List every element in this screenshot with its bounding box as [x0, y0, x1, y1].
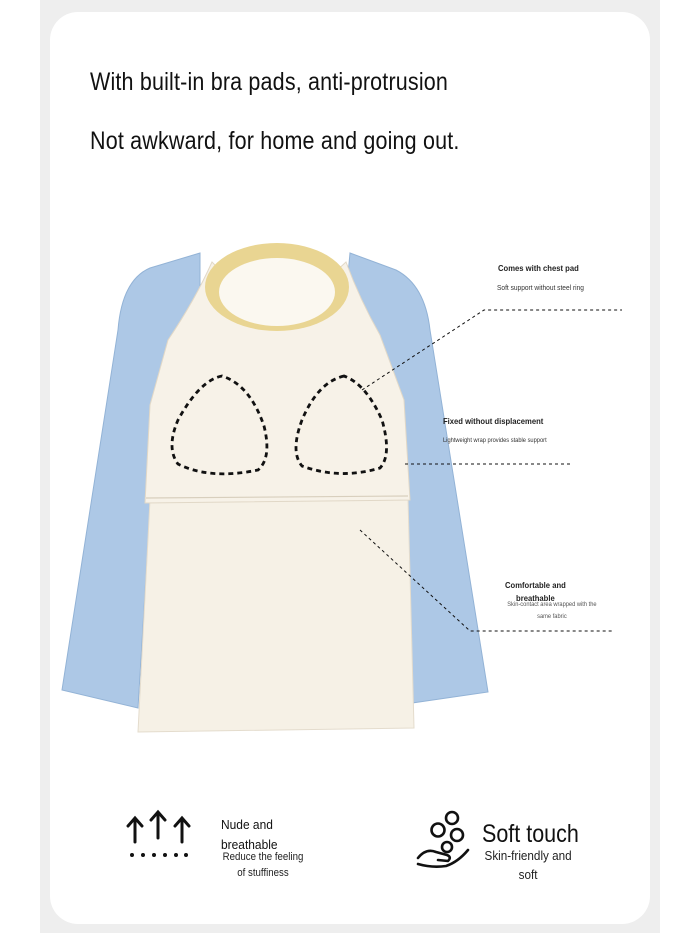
- hand-holding-bubbles-icon: [414, 808, 472, 870]
- feature-breathable-subtitle: Reduce the feeling of stuffiness: [222, 851, 304, 879]
- callout-comfort-title: Comfortable and breathable: [505, 580, 566, 603]
- callout-fixed-subtitle: Lightweight wrap provides stable support: [443, 437, 547, 444]
- callout-chest-pad-subtitle: Soft support without steel ring: [497, 283, 584, 292]
- headline-line-1: With built-in bra pads, anti-protrusion: [90, 68, 449, 96]
- feature-soft-touch-subtitle: Skin-friendly and soft: [484, 848, 572, 882]
- airflow-arrows-icon: [124, 808, 192, 862]
- callout-fixed-title: Fixed without displacement: [443, 416, 544, 426]
- callout-comfort-subtitle: Skin-contact area wrapped with the same fabric: [507, 601, 597, 620]
- shirt-illustration: [55, 235, 505, 745]
- shirt-body: [138, 498, 414, 732]
- headline-line-2: Not awkward, for home and going out.: [90, 127, 460, 155]
- feature-breathable-title: Nude and breathable: [221, 817, 278, 852]
- feature-soft-touch-title: Soft touch: [482, 820, 579, 848]
- callout-chest-pad-title: Comes with chest pad: [498, 263, 579, 273]
